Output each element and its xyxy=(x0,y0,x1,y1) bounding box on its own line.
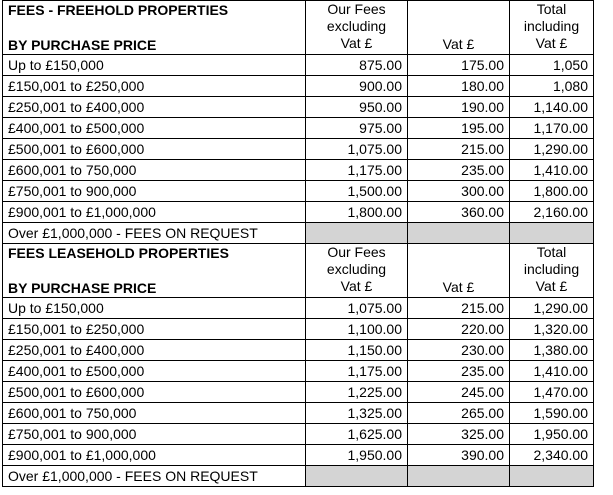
fees-excl-vat: 875.00 xyxy=(306,55,408,76)
header-line: Our Fees xyxy=(327,244,386,260)
total-incl-vat: 1,590.00 xyxy=(510,403,594,424)
table-row xyxy=(3,202,594,223)
vat-header: Vat £ xyxy=(408,1,510,55)
price-band: £750,001 to 900,000 xyxy=(3,424,306,445)
fees-excl-vat-header xyxy=(306,1,408,55)
empty-grey-cell xyxy=(510,223,594,244)
fees-excl-vat: 975.00 xyxy=(306,118,408,139)
vat-header: Vat £ xyxy=(408,244,510,298)
vat-amount: 175.00 xyxy=(408,55,510,76)
fees-excl-vat: 1,150.00 xyxy=(306,340,408,361)
total-incl-vat: 1,290.00 xyxy=(510,298,594,319)
fees-excl-vat: 1,225.00 xyxy=(306,382,408,403)
price-band: Up to £150,000 xyxy=(3,55,306,76)
fees-excl-vat: 1,175.00 xyxy=(306,361,408,382)
table-row xyxy=(3,340,594,361)
fees-excl-vat: 1,950.00 xyxy=(306,445,408,466)
price-band: £500,001 to £600,000 xyxy=(3,382,306,403)
price-band: £400,001 to £500,000 xyxy=(3,118,306,139)
price-band: £150,001 to £250,000 xyxy=(3,76,306,97)
total-incl-vat: 1,050 xyxy=(510,55,594,76)
header-line: Vat £ xyxy=(535,35,568,51)
price-band: £900,001 to £1,000,000 xyxy=(3,445,306,466)
table-row xyxy=(3,382,594,403)
total-incl-vat: 1,170.00 xyxy=(510,118,594,139)
fees-excl-vat-header xyxy=(306,244,408,298)
vat-amount: 360.00 xyxy=(408,202,510,223)
fees-excl-vat: 1,175.00 xyxy=(306,160,408,181)
fees-on-request-row xyxy=(3,223,594,244)
section-title: FEES - FREEHOLD PROPERTIES xyxy=(8,2,229,18)
total-incl-vat: 1,950.00 xyxy=(510,424,594,445)
price-band: £600,001 to 750,000 xyxy=(3,403,306,424)
section-subtitle: BY PURCHASE PRICE xyxy=(8,37,157,53)
price-band: £750,001 to 900,000 xyxy=(3,181,306,202)
price-band: £500,001 to £600,000 xyxy=(3,139,306,160)
section-header-row xyxy=(3,244,594,298)
price-band: £900,001 to £1,000,000 xyxy=(3,202,306,223)
header-line: Vat £ xyxy=(535,278,568,294)
table-row xyxy=(3,319,594,340)
fees-excl-vat: 1,800.00 xyxy=(306,202,408,223)
price-band: £150,001 to £250,000 xyxy=(3,319,306,340)
price-band: £250,001 to £400,000 xyxy=(3,340,306,361)
header-line: Vat £ xyxy=(340,35,373,51)
table-row xyxy=(3,403,594,424)
empty-grey-cell xyxy=(510,466,594,487)
section-header-row xyxy=(3,1,594,55)
total-incl-vat: 1,290.00 xyxy=(510,139,594,160)
header-line: Vat £ xyxy=(340,278,373,294)
table-row xyxy=(3,160,594,181)
header-line: Our Fees xyxy=(327,1,386,17)
total-incl-vat: 1,380.00 xyxy=(510,340,594,361)
header-line: excluding xyxy=(326,261,387,277)
vat-amount: 190.00 xyxy=(408,97,510,118)
total-incl-vat: 1,140.00 xyxy=(510,97,594,118)
total-incl-vat: 2,340.00 xyxy=(510,445,594,466)
fees-table xyxy=(2,0,594,487)
vat-amount: 245.00 xyxy=(408,382,510,403)
fees-excl-vat: 1,100.00 xyxy=(306,319,408,340)
fees-excl-vat: 1,325.00 xyxy=(306,403,408,424)
section-subtitle: BY PURCHASE PRICE xyxy=(8,280,157,296)
total-incl-vat: 1,320.00 xyxy=(510,319,594,340)
fees-excl-vat: 900.00 xyxy=(306,76,408,97)
total-incl-vat: 1,470.00 xyxy=(510,382,594,403)
total-incl-vat: 1,410.00 xyxy=(510,361,594,382)
header-line: including xyxy=(523,18,580,34)
table-row xyxy=(3,139,594,160)
fees-excl-vat: 1,075.00 xyxy=(306,298,408,319)
total-incl-vat: 2,160.00 xyxy=(510,202,594,223)
total-incl-vat-header xyxy=(510,244,594,298)
table-row xyxy=(3,97,594,118)
table-row xyxy=(3,298,594,319)
price-band: £400,001 to £500,000 xyxy=(3,361,306,382)
header-line: including xyxy=(523,261,580,277)
vat-amount: 325.00 xyxy=(408,424,510,445)
fees-excl-vat: 1,625.00 xyxy=(306,424,408,445)
vat-amount: 215.00 xyxy=(408,139,510,160)
fees-excl-vat: 950.00 xyxy=(306,97,408,118)
vat-amount: 300.00 xyxy=(408,181,510,202)
vat-amount: 180.00 xyxy=(408,76,510,97)
table-row xyxy=(3,118,594,139)
table-row xyxy=(3,76,594,97)
fees-on-request-row xyxy=(3,466,594,487)
empty-grey-cell xyxy=(306,466,408,487)
table-row xyxy=(3,181,594,202)
vat-amount: 235.00 xyxy=(408,160,510,181)
header-line: Total xyxy=(536,1,567,17)
fees-on-request-label: Over £1,000,000 - FEES ON REQUEST xyxy=(3,466,306,487)
fees-excl-vat: 1,075.00 xyxy=(306,139,408,160)
section-title-cell xyxy=(3,244,306,298)
table-row xyxy=(3,361,594,382)
section-title: FEES LEASEHOLD PROPERTIES xyxy=(8,245,229,261)
total-incl-vat: 1,800.00 xyxy=(510,181,594,202)
fees-on-request-label: Over £1,000,000 - FEES ON REQUEST xyxy=(3,223,306,244)
total-incl-vat: 1,080 xyxy=(510,76,594,97)
total-incl-vat-header xyxy=(510,1,594,55)
price-band: £600,001 to 750,000 xyxy=(3,160,306,181)
table-row xyxy=(3,55,594,76)
header-line: Total xyxy=(536,244,567,260)
vat-amount: 265.00 xyxy=(408,403,510,424)
vat-amount: 215.00 xyxy=(408,298,510,319)
table-row xyxy=(3,445,594,466)
total-incl-vat: 1,410.00 xyxy=(510,160,594,181)
vat-amount: 235.00 xyxy=(408,361,510,382)
empty-grey-cell xyxy=(408,466,510,487)
empty-grey-cell xyxy=(408,223,510,244)
empty-grey-cell xyxy=(306,223,408,244)
price-band: Up to £150,000 xyxy=(3,298,306,319)
vat-amount: 390.00 xyxy=(408,445,510,466)
fees-excl-vat: 1,500.00 xyxy=(306,181,408,202)
vat-amount: 230.00 xyxy=(408,340,510,361)
header-line: excluding xyxy=(326,18,387,34)
table-row xyxy=(3,424,594,445)
price-band: £250,001 to £400,000 xyxy=(3,97,306,118)
vat-amount: 195.00 xyxy=(408,118,510,139)
vat-amount: 220.00 xyxy=(408,319,510,340)
section-title-cell xyxy=(3,1,306,55)
